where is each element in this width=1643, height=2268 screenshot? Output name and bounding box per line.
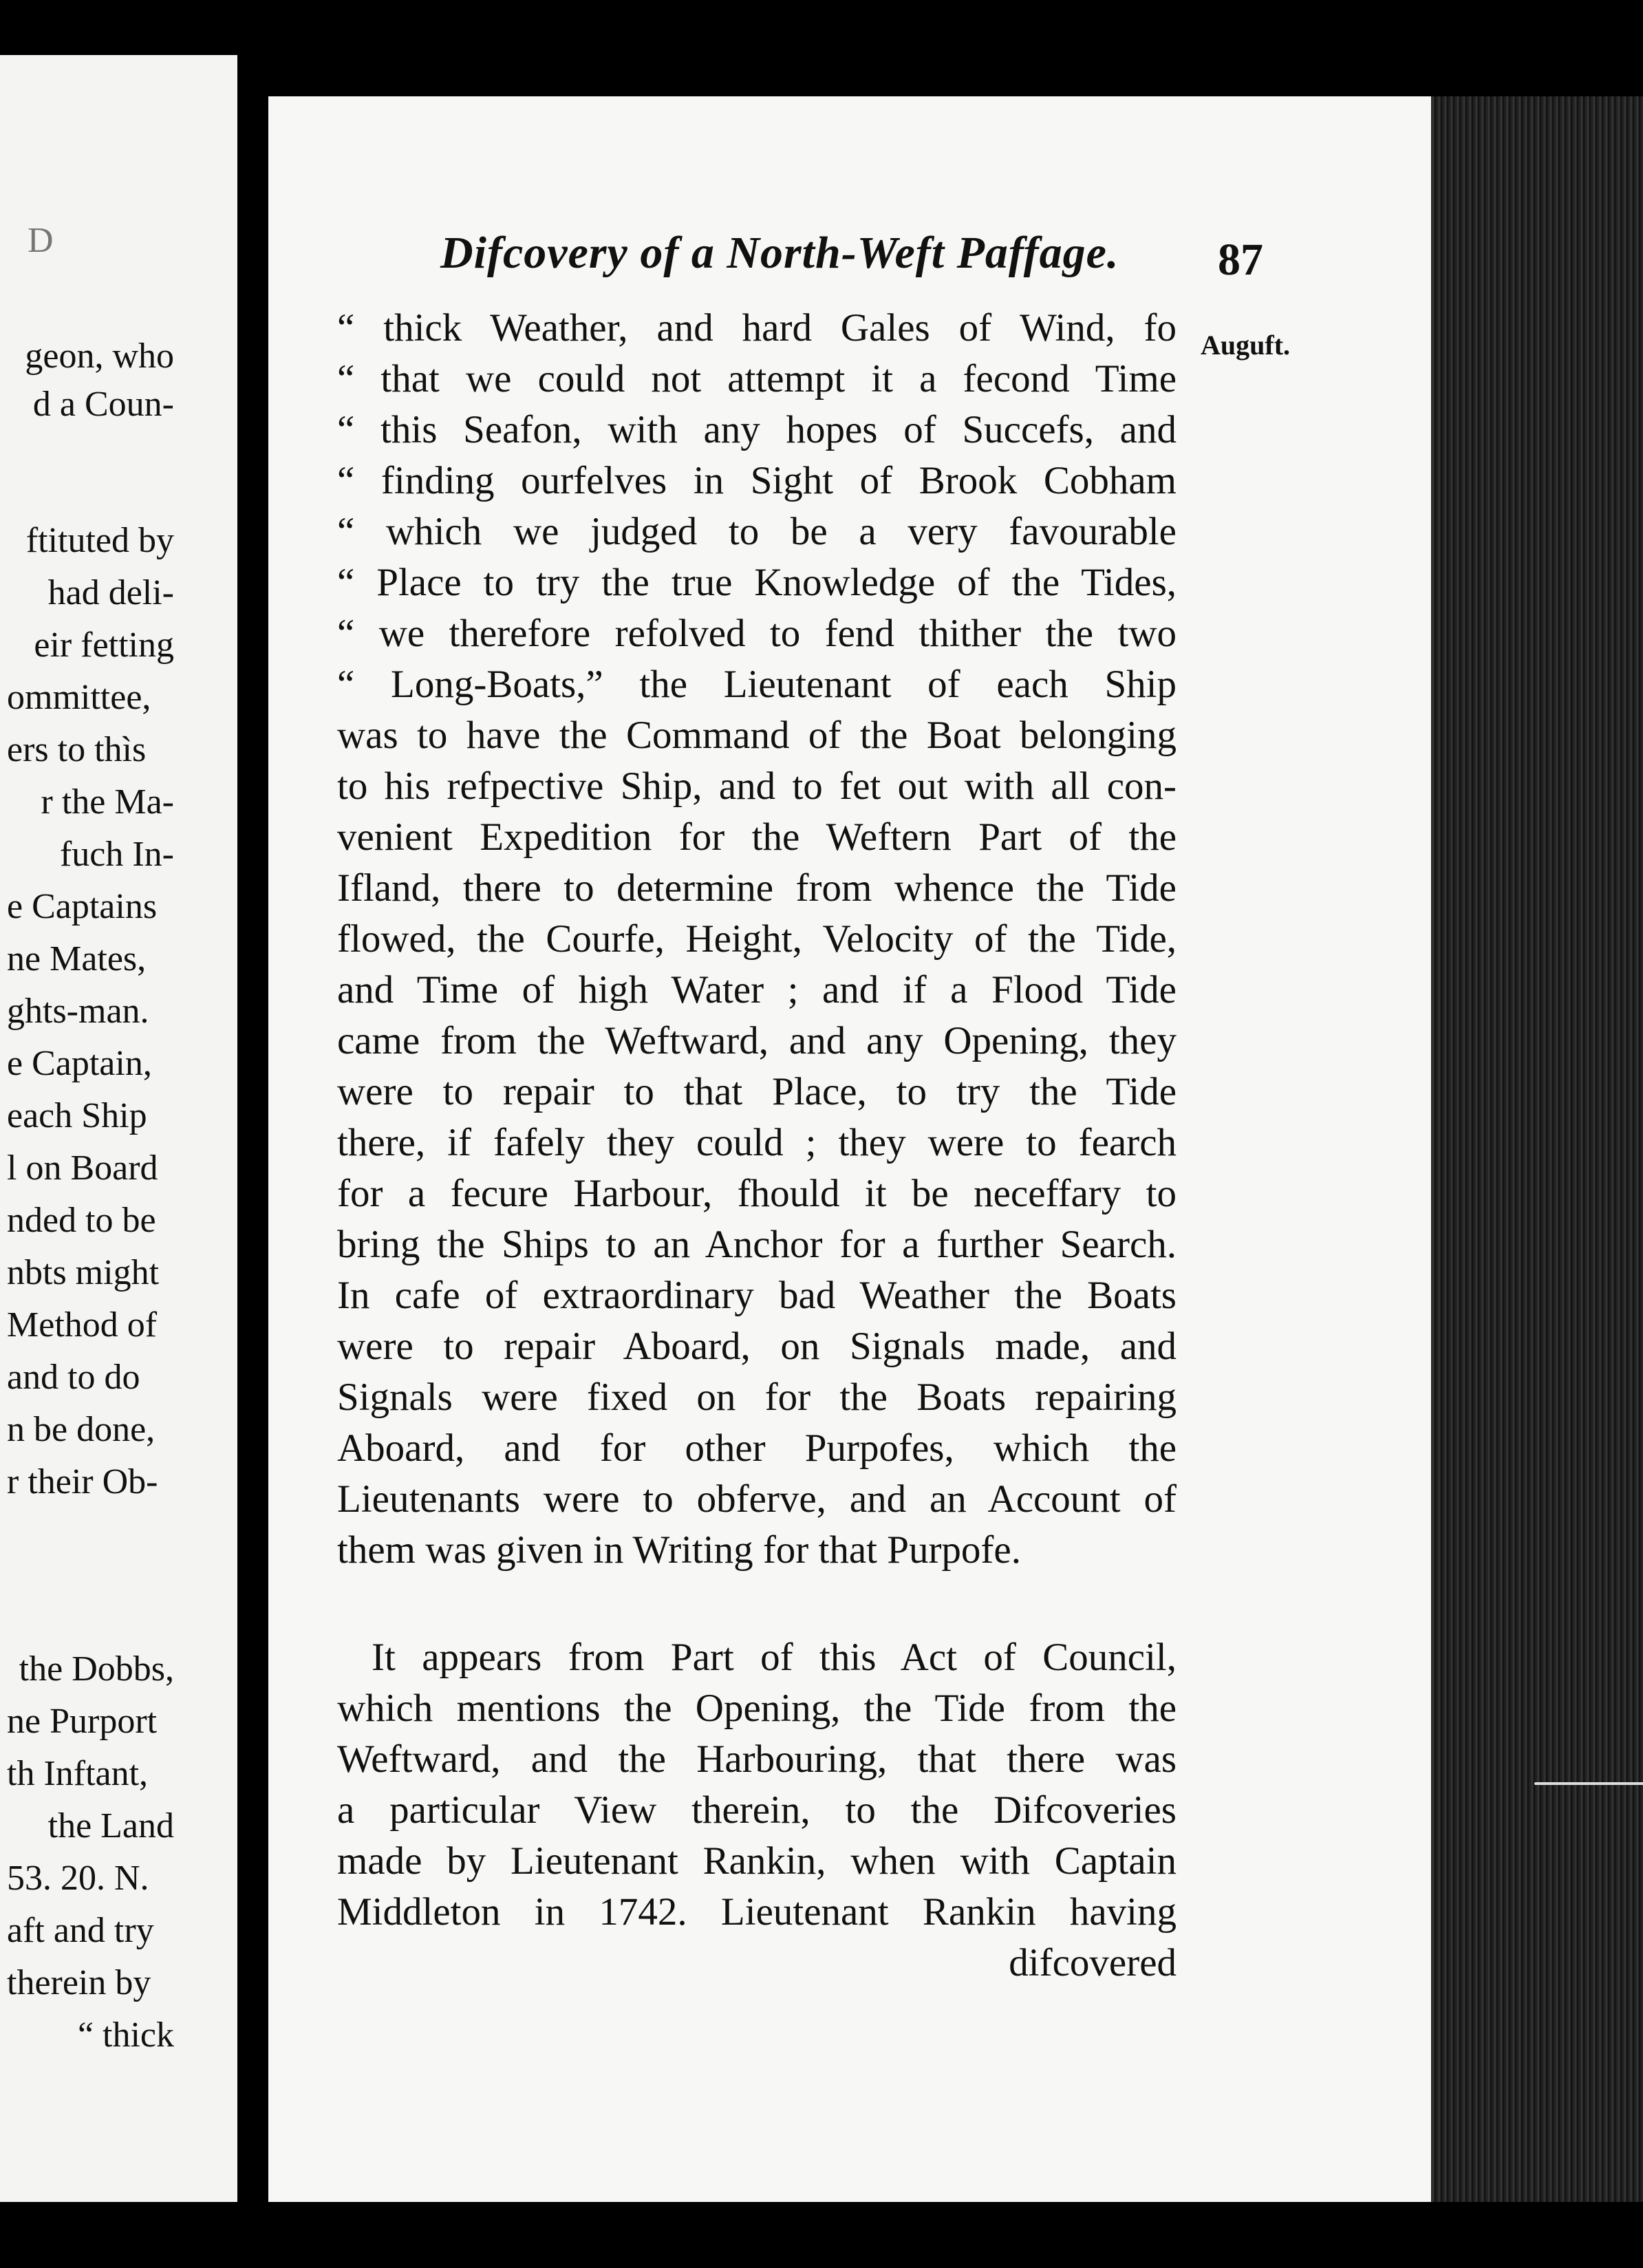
previous-page xyxy=(0,55,237,2202)
text-line: Aboard, and for other Purpofes, which the xyxy=(337,1426,1177,1470)
previous-page-line: the Dobbs, xyxy=(19,1649,174,1689)
text-line: and Time of high Water ; and if a Flood Tide xyxy=(337,968,1177,1012)
previous-page-line: e Captains xyxy=(7,887,158,926)
text-line: “ which we judged to be a very favourable xyxy=(337,510,1177,553)
page-number: 87 xyxy=(1218,235,1263,285)
text-line: Middleton in 1742. Lieutenant Rankin having xyxy=(337,1890,1177,1934)
text-line: there, if fafely they could ; they were to fearch xyxy=(337,1121,1177,1164)
previous-page-line: fuch In- xyxy=(59,835,174,874)
text-line: came from the Weftward, and any Opening, they xyxy=(337,1019,1177,1062)
previous-page-line: eir fetting xyxy=(34,625,174,665)
previous-page-line: r their Ob- xyxy=(7,1462,158,1501)
text-line: venient Expedition for the Weftern Part of the xyxy=(337,815,1177,859)
text-line: flowed, the Courfe, Height, Velocity of the Tide, xyxy=(337,917,1177,961)
text-line: was to have the Command of the Boat belonging xyxy=(337,714,1177,757)
text-line: “ this Seafon, with any hopes of Succefs, and xyxy=(337,408,1177,451)
text-line: Weftward, and the Harbouring, that there was xyxy=(337,1737,1177,1781)
text-line: “ that we could not attempt it a fecond Time xyxy=(337,357,1177,400)
previous-page-line: the Land xyxy=(47,1806,174,1846)
text-line: were to repair to that Place, to try the Tide xyxy=(337,1070,1177,1113)
margin-note: Auguft. xyxy=(1201,330,1291,361)
text-line: It appears from Part of this Act of Council, xyxy=(372,1636,1177,1679)
text-line: Lieutenants were to obferve, and an Account of xyxy=(337,1477,1177,1521)
text-line: to his refpective Ship, and to fet out with all con- xyxy=(337,764,1177,808)
previous-page-line: ers to thìs xyxy=(7,730,147,769)
previous-page-line: th Inftant, xyxy=(7,1754,149,1793)
text-line: bring the Ships to an Anchor for a further Search. xyxy=(337,1223,1177,1266)
previous-page-line: ghts-man. xyxy=(7,992,149,1031)
text-line: for a fecure Harbour, fhould it be neceffary to xyxy=(337,1172,1177,1215)
text-line: were to repair Aboard, on Signals made, and xyxy=(337,1325,1177,1368)
previous-page-line: ftituted by xyxy=(25,521,174,560)
previous-page-line: therein by xyxy=(7,1963,151,2002)
book-gutter xyxy=(237,0,268,2268)
text-line: Signals were fixed on for the Boats repairing xyxy=(337,1376,1177,1419)
catchword: difcovered xyxy=(1009,1941,1177,1984)
previous-page-line: r the Ma- xyxy=(41,782,174,822)
previous-page-line: geon, who xyxy=(25,336,174,376)
text-line: In cafe of extraordinary bad Weather the Boats xyxy=(337,1274,1177,1317)
text-line: made by Lieutenant Rankin, when with Captain xyxy=(337,1839,1177,1883)
text-line: which mentions the Opening, the Tide from the xyxy=(337,1687,1177,1730)
previous-page-line: n be done, xyxy=(7,1410,155,1449)
previous-page-line: ne Mates, xyxy=(7,939,147,978)
previous-page-line: d a Coun- xyxy=(32,385,174,424)
previous-page-line: l on Board xyxy=(7,1148,158,1188)
previous-page-line: “ thick xyxy=(77,2015,174,2055)
previous-page-line: e Captain, xyxy=(7,1044,152,1083)
previous-page-line: and to do xyxy=(7,1358,140,1397)
text-line: Ifland, there to determine from whence the Tide xyxy=(337,866,1177,910)
ink-speck xyxy=(1235,76,1241,81)
text-line: “ Place to try the true Knowledge of the Tides, xyxy=(337,561,1177,604)
previous-page-line: had deli- xyxy=(47,573,174,612)
previous-page-line: each Ship xyxy=(7,1096,147,1135)
previous-page-line: Method of xyxy=(7,1305,158,1345)
previous-page-line: nded to be xyxy=(7,1201,156,1240)
previous-page-line: aft and try xyxy=(7,1911,154,1950)
previous-page-line: nbts might xyxy=(7,1253,160,1292)
previous-page-line: 53. 20. N. xyxy=(7,1859,149,1898)
text-line: a particular View therein, to the Difcoveries xyxy=(337,1788,1177,1832)
page-edges xyxy=(1431,96,1643,2202)
previous-page-running-head: D xyxy=(28,221,55,260)
previous-page-line: ne Purport xyxy=(7,1702,158,1741)
text-line: “ we therefore refolved to fend thither the two xyxy=(337,612,1177,655)
running-head: Difcovery of a North-Weft Paffage. xyxy=(440,228,1119,278)
text-line: them was given in Writing for that Purpofe. xyxy=(337,1528,1021,1572)
text-line: “ finding ourfelves in Sight of Brook Cobham xyxy=(337,459,1177,502)
edge-scratch xyxy=(1534,1782,1643,1785)
text-line: “ thick Weather, and hard Gales of Wind, fo xyxy=(337,306,1177,350)
text-line: “ Long-Boats,” the Lieutenant of each Ship xyxy=(337,663,1177,706)
previous-page-line: ommittee, xyxy=(7,678,151,717)
